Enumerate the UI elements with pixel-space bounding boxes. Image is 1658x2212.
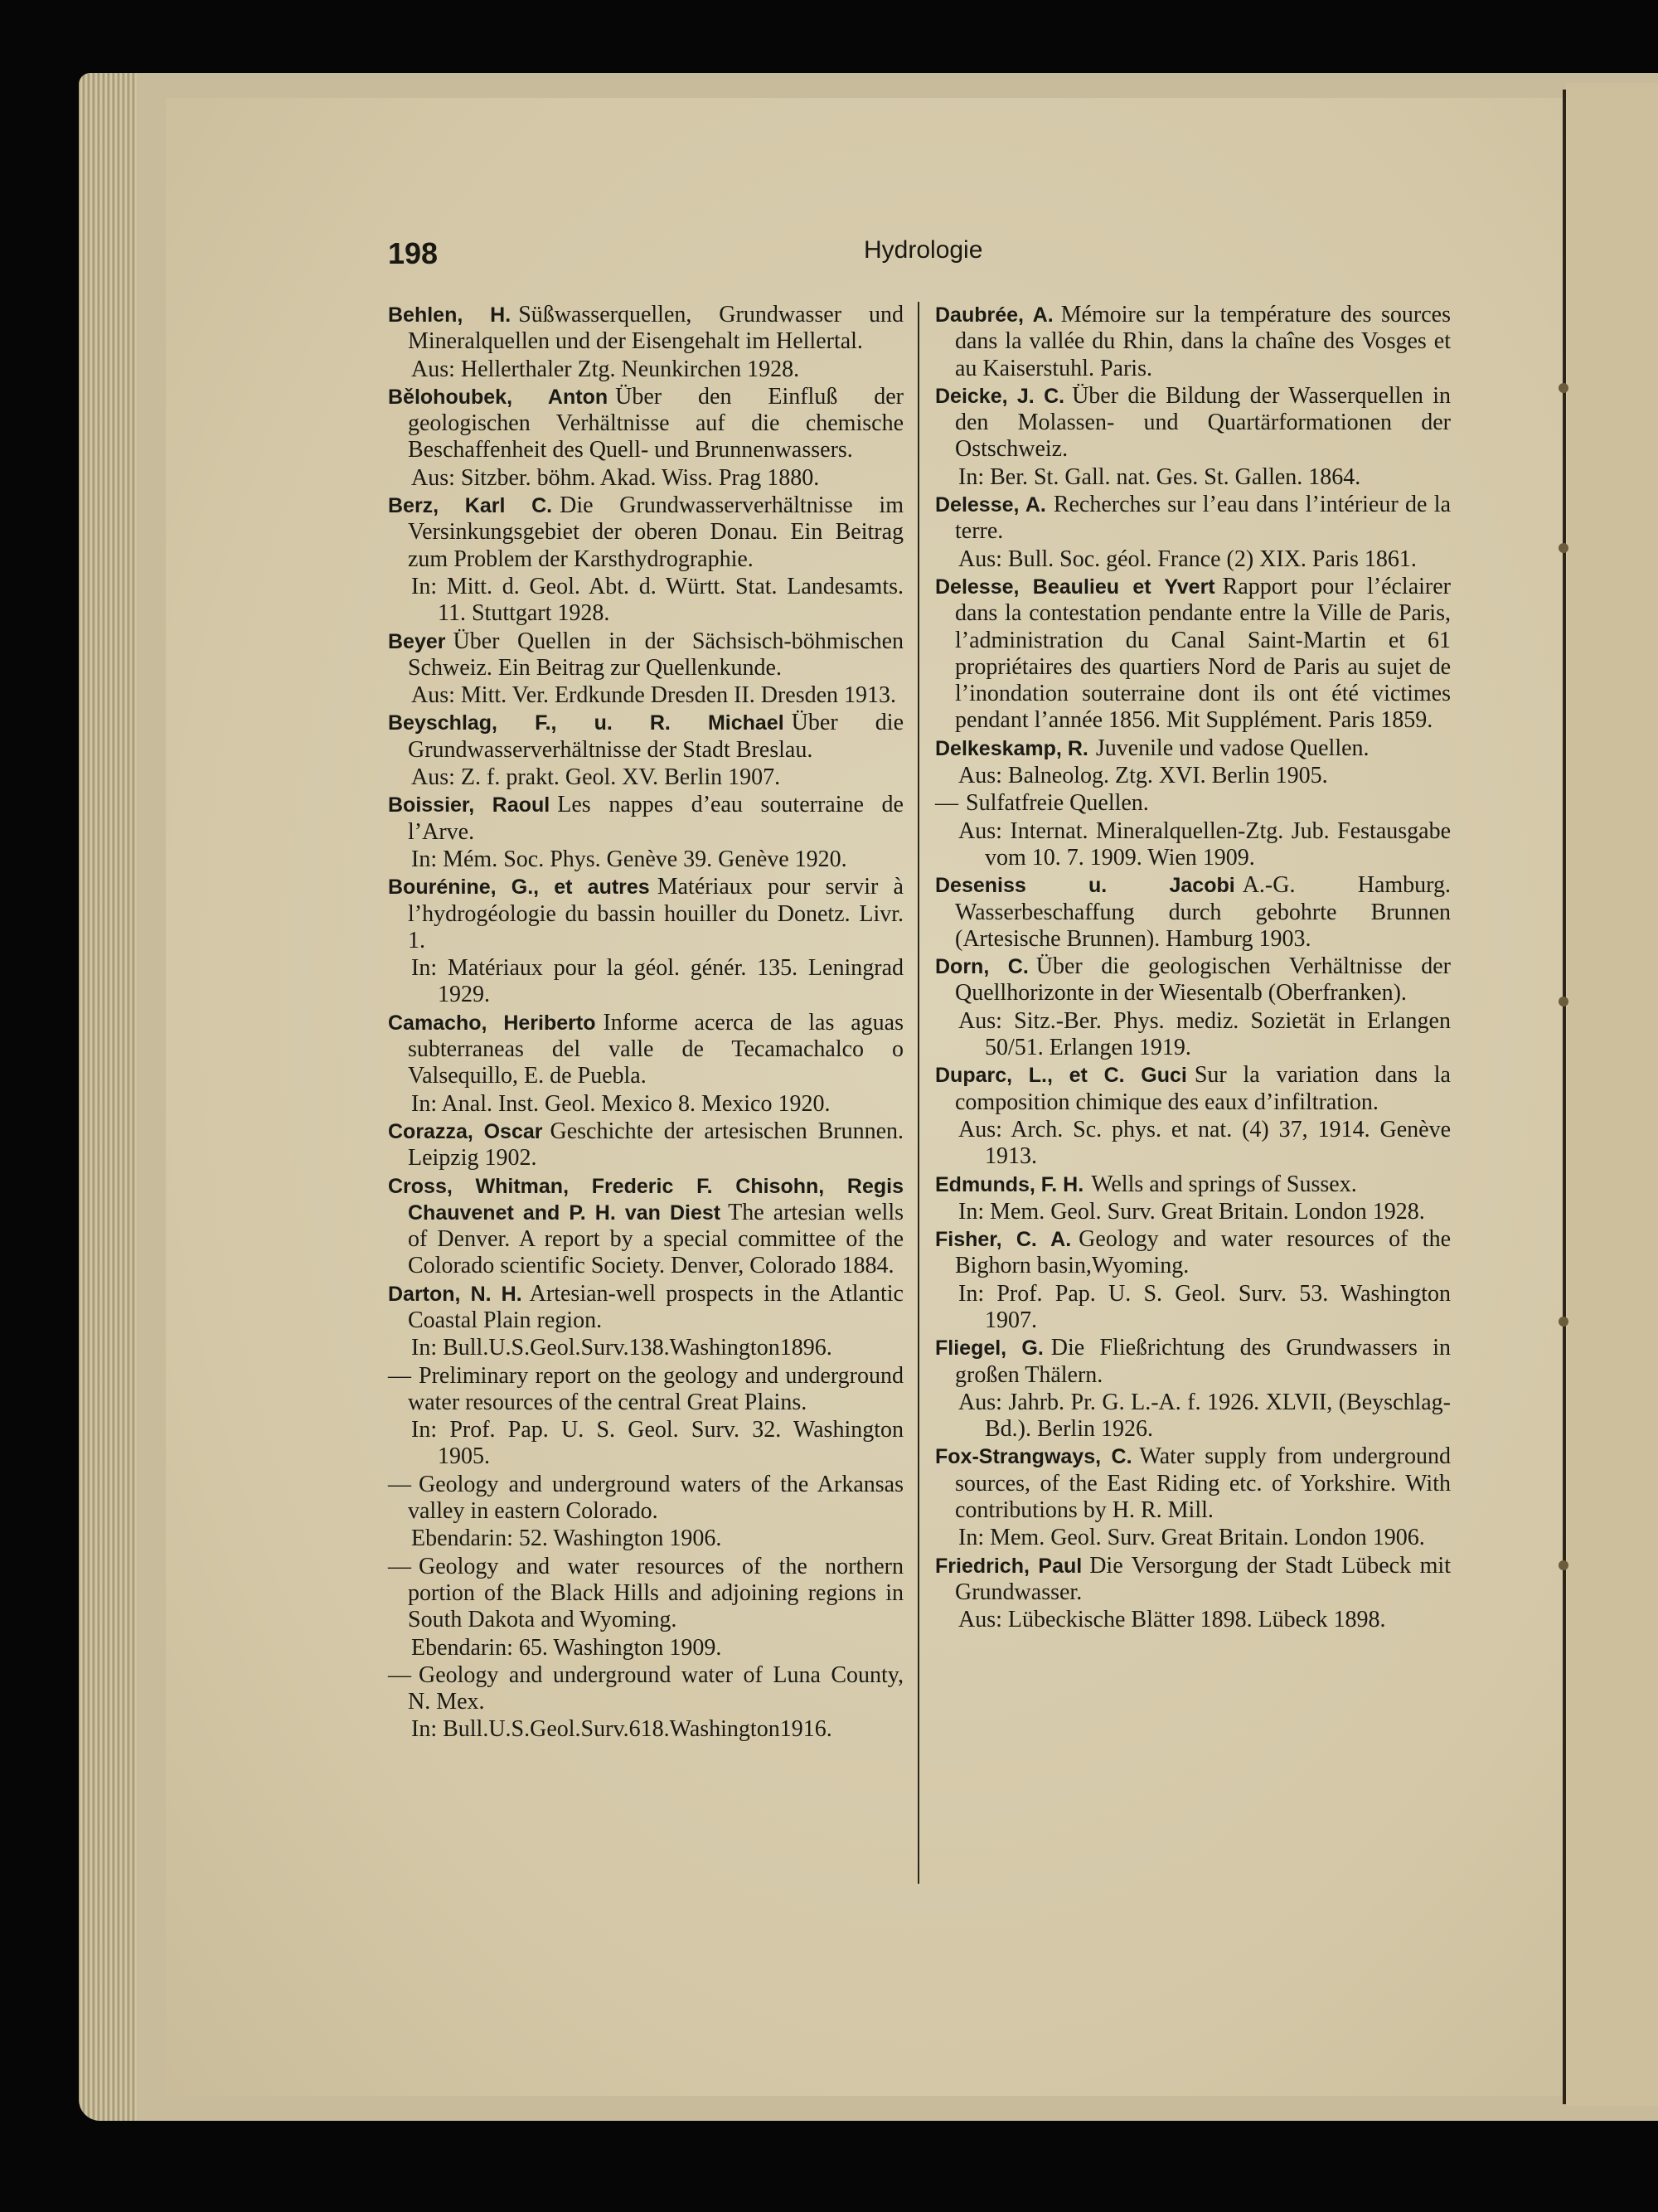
entry-source: Aus: Hellerthaler Ztg. Neunkirchen 1928. bbox=[411, 356, 800, 382]
bibliography-entry bbox=[935, 953, 1451, 1007]
entry-author: Boissier, Raoul bbox=[388, 793, 550, 817]
entry-author: Bělohoubek, Anton bbox=[388, 385, 608, 409]
page-tab-mark bbox=[1559, 383, 1568, 393]
entry-source: In: Mem. Geol. Surv. Great Britain. London 1928. bbox=[958, 1198, 1425, 1225]
page-tab-mark bbox=[1559, 1317, 1568, 1327]
entry-author: Fox-Strangways, C. bbox=[935, 1445, 1132, 1469]
entry-source: Aus: Mitt. Ver. Erdkunde Dresden II. Dresden 1913. bbox=[411, 682, 897, 709]
bibliography-column-left bbox=[388, 302, 904, 1744]
bibliography-entry bbox=[388, 792, 904, 846]
entry-title: Matériaux pour servir à l’hydrogéologie du bassin houiller du Donetz. Livr. 1. bbox=[408, 874, 904, 953]
entry-source: In: Mitt. d. Geol. Abt. d. Württ. Stat. Landesamts. 11. Stuttgart 1928. bbox=[411, 573, 904, 627]
entry-title: Wells and springs of Sussex. bbox=[1091, 1171, 1357, 1197]
bibliography-entry bbox=[388, 1554, 904, 1634]
entry-title: Rapport pour l’éclairer dans la contestation pendante entre la Ville de Paris, l’administration du Canal Saint-Martin et 61 propriétaires des quartiers Nord de Paris au sujet de l’inondation souterraine dont ils ont été victimes pendant l’année 1856. Mit Supplément. Paris 1859. bbox=[955, 573, 1451, 734]
entry-title: Über den Einfluß der geologischen Verhältnisse auf die chemische Beschaffenheit des Quell- und Brunnenwassers. bbox=[408, 383, 904, 463]
entry-title: Les nappes d’eau souterraine de l’Arve. bbox=[408, 792, 904, 845]
entry-title: Über die Bildung der Wasserquellen in den Molassen- und Quartärformationen der Ostschweiz. bbox=[955, 382, 1451, 463]
entry-title: Sulfatfreie Quellen. bbox=[966, 790, 1149, 817]
entry-title: Geology and underground water of Luna County, N. Mex. bbox=[408, 1661, 904, 1715]
bibliography-entry bbox=[388, 384, 904, 464]
book-page-edges bbox=[79, 73, 137, 2121]
entry-source: In: Bull.U.S.Geol.Surv.138.Washington1896. bbox=[411, 1335, 832, 1361]
bibliography-entry bbox=[935, 574, 1451, 735]
entry-source: In: Ber. St. Gall. nat. Ges. St. Gallen. 1864. bbox=[958, 463, 1361, 490]
entry-source: Aus: Balneolog. Ztg. XVI. Berlin 1905. bbox=[958, 763, 1328, 789]
entry-title: Über die Grundwasserverhältnisse der Stadt Breslau. bbox=[408, 710, 904, 763]
entry-source: In: Matériaux pour la géol. génér. 135. Leningrad 1929. bbox=[411, 955, 904, 1008]
entry-title: Geschichte der artesischen Brunnen. Leipzig 1902. bbox=[408, 1118, 904, 1171]
entry-author: Delkeskamp, R. bbox=[935, 736, 1088, 760]
entry-author: — bbox=[388, 1471, 411, 1497]
entry-author: — bbox=[388, 1661, 411, 1688]
bibliography-entry bbox=[935, 492, 1451, 546]
entry-title: Über Quellen in der Sächsisch-böhmischen Schweiz. Ein Beitrag zur Quellenkunde. bbox=[408, 628, 904, 681]
bibliography-entry bbox=[935, 735, 1451, 762]
bibliography-entry bbox=[935, 1171, 1451, 1198]
entry-author: Friedrich, Paul bbox=[935, 1554, 1083, 1578]
bibliography-column-right bbox=[935, 302, 1451, 1635]
entry-author: — bbox=[935, 790, 958, 817]
bibliography-entry bbox=[935, 1443, 1451, 1524]
entry-author: Bourénine, G., et autres bbox=[388, 876, 650, 900]
entry-title: Geology and underground waters of the Arkansas valley in eastern Colorado. bbox=[408, 1471, 904, 1525]
entry-source: Aus: Sitzber. böhm. Akad. Wiss. Prag 1880. bbox=[411, 464, 820, 491]
page-tab-mark bbox=[1559, 997, 1568, 1007]
bibliography-entry bbox=[935, 1335, 1451, 1389]
entry-title: The artesian wells of Denver. A report by a special committee of the Colorado scientific Society. Denver, Colorado 1884. bbox=[408, 1199, 904, 1279]
bibliography-entry bbox=[388, 1472, 904, 1526]
entry-author: Dorn, C. bbox=[935, 955, 1029, 979]
entry-title: Die Versorgung der Stadt Lübeck mit Grundwasser. bbox=[955, 1552, 1451, 1605]
entry-title: Artesian-well prospects in the Atlantic Coastal Plain region. bbox=[408, 1280, 904, 1333]
page-tab-mark bbox=[1559, 543, 1568, 553]
entry-title: Geology and water resources of the Bighorn basin,Wyoming. bbox=[955, 1226, 1451, 1279]
entry-title: Preliminary report on the geology and underground water resources of the central Great Plains. bbox=[408, 1362, 904, 1415]
bibliography-entry bbox=[935, 383, 1451, 463]
entry-author: Berz, Karl C. bbox=[388, 494, 553, 518]
entry-title: Water supply from underground sources, of the East Riding etc. of Yorkshire. With contributions by H. R. Mill. bbox=[955, 1443, 1451, 1524]
entry-author: Cross, Whitman, Frederic F. Chisohn, Regis Chauvenet and P. H. van Diest bbox=[388, 1174, 904, 1225]
entry-author: Delesse, A. bbox=[935, 493, 1046, 517]
entry-source: In: Bull.U.S.Geol.Surv.618.Washington1916. bbox=[411, 1716, 832, 1743]
entry-title: A.-G. Hamburg. Wasserbeschaffung durch gebohrte Brunnen (Artesische Brunnen). Hamburg 1903. bbox=[955, 872, 1451, 952]
entry-author: Camacho, Heriberto bbox=[388, 1011, 596, 1035]
entry-source: In: Prof. Pap. U. S. Geol. Surv. 32. Washington 1905. bbox=[411, 1417, 904, 1470]
bibliography-entry bbox=[388, 874, 904, 954]
entry-title: Recherches sur l’eau dans l’intérieur de la terre. bbox=[955, 492, 1451, 545]
entry-title: Informe acerca de las aguas subterraneas del valle de Tecamachalco o Valsequillo, E. de Puebla. bbox=[408, 1009, 904, 1089]
entry-source: Aus: Z. f. prakt. Geol. XV. Berlin 1907. bbox=[411, 764, 781, 791]
bibliography-entry bbox=[388, 1662, 904, 1716]
entry-author: — bbox=[388, 1553, 411, 1579]
entry-author: Beyschlag, F., u. R. Michael bbox=[388, 711, 784, 735]
entry-author: Duparc, L., et C. Guci bbox=[935, 1064, 1187, 1088]
entry-author: Corazza, Oscar bbox=[388, 1119, 543, 1143]
entry-source: In: Anal. Inst. Geol. Mexico 8. Mexico 1920. bbox=[411, 1090, 831, 1117]
entry-title: Sur la variation dans la composition chimique des eaux d’infiltration. bbox=[955, 1062, 1451, 1115]
bibliography-entry bbox=[388, 710, 904, 764]
entry-author: Edmunds, F. H. bbox=[935, 1172, 1084, 1196]
entry-source: In: Mém. Soc. Phys. Genève 39. Genève 1920. bbox=[411, 846, 847, 872]
entry-source: Aus: Bull. Soc. géol. France (2) XIX. Paris 1861. bbox=[958, 546, 1417, 572]
column-divider bbox=[918, 302, 919, 1884]
entry-source: Ebendarin: 52. Washington 1906. bbox=[411, 1526, 722, 1552]
entry-author: Delesse, Beaulieu et Yvert bbox=[935, 575, 1215, 599]
bibliography-entry bbox=[935, 790, 1451, 817]
bibliography-entry bbox=[388, 1010, 904, 1090]
entry-author: — bbox=[388, 1362, 411, 1389]
bibliography-entry bbox=[388, 492, 904, 573]
entry-source: Ebendarin: 65. Washington 1909. bbox=[411, 1634, 722, 1661]
entry-author: Behlen, H. bbox=[388, 303, 511, 327]
entry-source: Aus: Internat. Mineralquellen-Ztg. Jub. Festausgabe vom 10. 7. 1909. Wien 1909. bbox=[958, 817, 1451, 871]
bibliography-entry bbox=[388, 1118, 904, 1172]
entry-author: Darton, N. H. bbox=[388, 1282, 522, 1306]
entry-title: Die Fließrichtung des Grundwassers in großen Thälern. bbox=[955, 1335, 1451, 1388]
entry-source: Aus: Sitz.-Ber. Phys. mediz. Sozietät in Erlangen 50/51. Erlangen 1919. bbox=[958, 1007, 1451, 1061]
entry-author: Beyer bbox=[388, 629, 446, 653]
bibliography-entry bbox=[388, 1173, 904, 1280]
entry-title: Die Grundwasserverhältnisse im Versinkungsgebiet der oberen Donau. Ein Beitrag zum Problem der Karsthydrographie. bbox=[408, 492, 904, 572]
entry-source: Aus: Jahrb. Pr. G. L.-A. f. 1926. XLVII, (Beyschlag-Bd.). Berlin 1926. bbox=[958, 1389, 1451, 1443]
entry-source: Aus: Lübeckische Blätter 1898. Lübeck 1898. bbox=[958, 1607, 1386, 1633]
entry-source: In: Prof. Pap. U. S. Geol. Surv. 53. Washington 1907. bbox=[958, 1280, 1451, 1333]
entry-author: Fisher, C. A. bbox=[935, 1228, 1072, 1252]
bibliography-entry bbox=[935, 872, 1451, 953]
entry-source: In: Mem. Geol. Surv. Great Britain. London 1906. bbox=[958, 1525, 1425, 1551]
bibliography-entry bbox=[388, 302, 904, 356]
entry-source: Aus: Arch. Sc. phys. et nat. (4) 37, 1914. Genève 1913. bbox=[958, 1116, 1451, 1170]
entry-title: Mémoire sur la température des sources dans la vallée du Rhin, dans la chaîne des Vosges et au Kaiserstuhl. Paris. bbox=[955, 302, 1451, 381]
page-tab-mark bbox=[1559, 1560, 1568, 1570]
entry-author: Daubrée, A. bbox=[935, 303, 1054, 327]
bibliography-entry bbox=[388, 1281, 904, 1335]
bibliography-entry bbox=[935, 302, 1451, 382]
entry-author: Deicke, J. C. bbox=[935, 384, 1065, 408]
entry-title: Über die geologischen Verhältnisse der Quellhorizonte in der Wiesentalb (Oberfranken). bbox=[955, 953, 1452, 1007]
entry-author: Deseniss u. Jacobi bbox=[935, 874, 1235, 898]
bibliography-entry bbox=[935, 1062, 1451, 1116]
bibliography-entry bbox=[935, 1226, 1451, 1280]
facing-page-edge bbox=[1566, 83, 1658, 2106]
entry-author: Fliegel, G. bbox=[935, 1336, 1044, 1361]
entry-title: Juvenile und vadose Quellen. bbox=[1095, 735, 1370, 761]
entry-title: Süßwasserquellen, Grundwasser und Mineralquellen und der Eisengehalt im Hellertal. bbox=[408, 302, 904, 355]
running-title: Hydrologie bbox=[864, 236, 983, 264]
bibliography-entry bbox=[388, 1363, 904, 1417]
entry-title: Geology and water resources of the northern portion of the Black Hills and adjoining regions in South Dakota and Wyoming. bbox=[408, 1553, 904, 1633]
page-number: 198 bbox=[388, 236, 439, 270]
bibliography-entry bbox=[935, 1553, 1451, 1607]
bibliography-entry bbox=[388, 628, 904, 682]
